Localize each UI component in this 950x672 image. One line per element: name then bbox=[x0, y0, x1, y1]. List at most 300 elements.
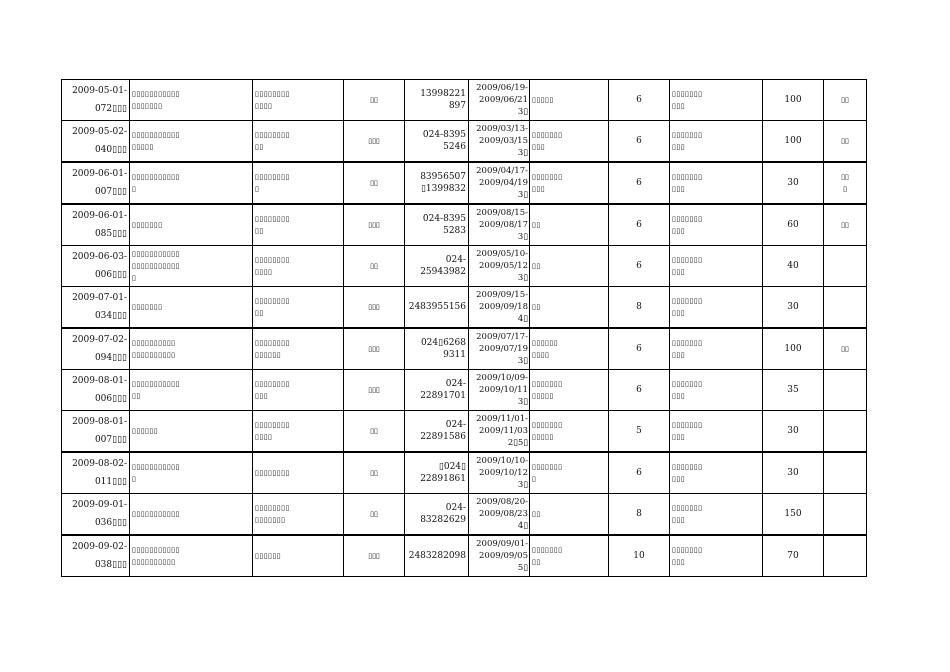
days-count-cell bbox=[609, 370, 670, 411]
date-range-line: 3▯ bbox=[517, 190, 528, 200]
phone-line: 024-8395 bbox=[422, 130, 466, 140]
record-id-line: 011▯▯▯ bbox=[94, 477, 127, 487]
phone-line: 83282629 bbox=[420, 515, 466, 525]
remark-cell bbox=[824, 370, 867, 411]
contact-person-cell bbox=[344, 80, 405, 121]
days-count-text: 6 bbox=[636, 468, 642, 478]
phone-cell bbox=[405, 452, 469, 494]
venue-unit-line: ▯▯▯▯▯▯▯ bbox=[672, 504, 703, 512]
venue-unit-line: ▯▯▯ bbox=[672, 227, 686, 235]
date-range-line: 2009/10/10- bbox=[476, 456, 528, 466]
table-row bbox=[62, 370, 867, 411]
location-line: ▯▯ bbox=[532, 558, 541, 566]
venue-unit-cell bbox=[670, 328, 763, 370]
course-name-line: ▯▯▯▯▯▯▯ bbox=[132, 303, 163, 311]
contact-person-text: ▯▯ bbox=[370, 179, 378, 187]
location-line: ▯▯▯▯▯▯▯ bbox=[532, 463, 563, 471]
date-range-cell bbox=[469, 328, 530, 370]
venue-unit-line: ▯▯▯ bbox=[672, 102, 686, 110]
contact-person-text: ▯▯▯ bbox=[368, 137, 380, 145]
date-range-line: 2009/11/01- bbox=[476, 414, 528, 424]
organizer-cell bbox=[253, 328, 344, 370]
record-id-line: 094▯▯▯ bbox=[94, 353, 127, 363]
days-count-text: 6 bbox=[636, 178, 642, 188]
course-name-line: ▯▯▯▯▯▯▯ bbox=[132, 102, 163, 110]
table-row bbox=[62, 494, 867, 536]
phone-line: 22891861 bbox=[420, 474, 466, 484]
date-range-cell bbox=[469, 246, 530, 287]
venue-unit-line: ▯▯▯ bbox=[672, 392, 686, 400]
course-name-line: ▯ bbox=[132, 475, 137, 483]
location-line: ▯▯▯▯▯▯▯ bbox=[532, 131, 563, 139]
remark-cell bbox=[824, 452, 867, 494]
phone-line: 25943982 bbox=[420, 267, 466, 277]
organizer-line: ▯▯▯▯▯▯▯▯ bbox=[255, 380, 290, 388]
record-id-line: 085▯▯▯ bbox=[94, 229, 127, 239]
location-line: ▯▯▯▯▯▯▯ bbox=[532, 380, 563, 388]
course-name-cell bbox=[130, 246, 253, 287]
phone-line: 024- bbox=[445, 420, 466, 430]
date-range-line: 5▯ bbox=[517, 563, 528, 573]
location-line: ▯▯ bbox=[532, 262, 541, 270]
contact-person-cell bbox=[344, 204, 405, 246]
location-line: ▯▯▯ bbox=[532, 185, 546, 193]
location-cell bbox=[530, 411, 609, 453]
date-range-line: 2009/06/19- bbox=[476, 83, 528, 93]
quota-text: 60 bbox=[787, 220, 799, 230]
quota-text: 100 bbox=[784, 344, 802, 354]
date-range-cell bbox=[469, 452, 530, 494]
location-line: ▯▯▯▯▯▯▯ bbox=[532, 173, 563, 181]
contact-person-text: ▯▯ bbox=[370, 262, 378, 270]
location-cell bbox=[530, 162, 609, 204]
venue-unit-cell bbox=[670, 287, 763, 329]
location-cell bbox=[530, 121, 609, 163]
days-count-text: 10 bbox=[633, 551, 645, 561]
venue-unit-line: ▯▯▯▯▯▯▯ bbox=[672, 131, 703, 139]
venue-unit-line: ▯▯▯ bbox=[672, 433, 686, 441]
course-name-line: ▯▯▯▯▯▯▯▯▯▯▯ bbox=[132, 131, 180, 139]
location-cell bbox=[530, 287, 609, 329]
record-id-cell bbox=[62, 411, 130, 453]
phone-line: ▯1399832 bbox=[420, 184, 466, 194]
course-name-cell bbox=[130, 411, 253, 453]
record-id-line: 034▯▯▯ bbox=[94, 311, 127, 321]
course-name-line: ▯▯▯▯▯▯▯▯▯▯ bbox=[132, 339, 176, 347]
venue-unit-cell bbox=[670, 80, 763, 121]
venue-unit-line: ▯▯▯ bbox=[672, 143, 686, 151]
record-id-cell bbox=[62, 204, 130, 246]
date-range-line: 2009/09/15- bbox=[476, 290, 528, 300]
contact-person-text: ▯▯▯ bbox=[368, 303, 380, 311]
table-row bbox=[62, 287, 867, 329]
contact-person-cell bbox=[344, 494, 405, 536]
table-row bbox=[62, 535, 867, 577]
venue-unit-line: ▯▯▯ bbox=[672, 516, 686, 524]
location-cell bbox=[530, 328, 609, 370]
venue-unit-cell bbox=[670, 535, 763, 577]
venue-unit-line: ▯▯▯▯▯▯▯ bbox=[672, 173, 703, 181]
remark-cell bbox=[824, 535, 867, 577]
contact-person-cell bbox=[344, 328, 405, 370]
venue-unit-line: ▯▯▯ bbox=[672, 268, 686, 276]
date-range-line: 3▯ bbox=[517, 480, 528, 490]
table-row bbox=[62, 328, 867, 370]
date-range-line: 2009/06/21 bbox=[479, 95, 528, 105]
days-count-cell bbox=[609, 452, 670, 494]
quota-text: 100 bbox=[784, 95, 802, 105]
date-range-cell bbox=[469, 494, 530, 536]
course-name-line: ▯▯▯▯▯▯ bbox=[132, 427, 159, 435]
quota-cell bbox=[763, 121, 824, 163]
course-name-cell bbox=[130, 370, 253, 411]
venue-unit-line: ▯▯▯▯▯▯▯ bbox=[672, 463, 703, 471]
table-row bbox=[62, 411, 867, 453]
records-table bbox=[61, 79, 867, 577]
course-name-line: ▯▯▯▯▯▯▯▯▯▯▯ bbox=[132, 262, 180, 270]
record-id-line: 2009-05-01- bbox=[72, 86, 127, 96]
course-name-cell bbox=[130, 287, 253, 329]
phone-line: 22891701 bbox=[420, 391, 466, 401]
organizer-line: ▯▯▯▯ bbox=[255, 102, 273, 110]
date-range-line: 2009/07/19 bbox=[479, 344, 528, 354]
days-count-text: 6 bbox=[636, 220, 642, 230]
quota-text: 150 bbox=[784, 509, 802, 519]
venue-unit-line: ▯▯▯▯▯▯▯ bbox=[672, 421, 703, 429]
organizer-line: ▯▯▯▯ bbox=[255, 268, 273, 276]
remark-text: ▯▯ bbox=[841, 137, 849, 145]
contact-person-cell bbox=[344, 121, 405, 163]
table-row bbox=[62, 80, 867, 121]
record-id-line: 006▯▯▯ bbox=[94, 394, 127, 404]
table-row bbox=[62, 452, 867, 494]
date-range-line: 3▯ bbox=[517, 397, 528, 407]
days-count-text: 6 bbox=[636, 136, 642, 146]
quota-cell bbox=[763, 452, 824, 494]
phone-line: 024- bbox=[445, 255, 466, 265]
date-range-line: 2009/10/11 bbox=[479, 385, 528, 395]
location-line: ▯▯ bbox=[532, 221, 541, 229]
quota-text: 30 bbox=[787, 468, 799, 478]
location-line: ▯▯▯▯▯▯▯ bbox=[532, 546, 563, 554]
organizer-cell bbox=[253, 287, 344, 329]
organizer-line: ▯▯ bbox=[255, 143, 264, 151]
organizer-line: ▯▯▯▯▯▯▯▯ bbox=[255, 131, 290, 139]
date-range-cell bbox=[469, 370, 530, 411]
organizer-cell bbox=[253, 246, 344, 287]
record-id-line: 2009-06-01- bbox=[72, 169, 127, 179]
date-range-cell bbox=[469, 162, 530, 204]
venue-unit-cell bbox=[670, 204, 763, 246]
days-count-cell bbox=[609, 535, 670, 577]
remark-text: ▯▯ ▯ bbox=[841, 173, 849, 193]
days-count-cell bbox=[609, 204, 670, 246]
quota-cell bbox=[763, 370, 824, 411]
course-name-cell bbox=[130, 494, 253, 536]
venue-unit-line: ▯▯▯▯▯▯▯ bbox=[672, 90, 703, 98]
date-range-line: 4▯ bbox=[517, 314, 528, 324]
record-id-line: 072▯▯▯ bbox=[94, 104, 127, 114]
days-count-text: 8 bbox=[636, 302, 642, 312]
date-range-line: 2009/03/13- bbox=[476, 124, 528, 134]
course-name-line: ▯▯▯▯▯▯▯▯▯▯▯ bbox=[132, 250, 180, 258]
contact-person-text: ▯▯ bbox=[370, 96, 378, 104]
remark-cell bbox=[824, 494, 867, 536]
date-range-line: 2009/08/15- bbox=[476, 208, 528, 218]
location-line: ▯▯▯▯ bbox=[532, 351, 550, 359]
phone-line: 024- bbox=[445, 503, 466, 513]
course-name-line: ▯▯▯▯▯▯▯▯▯▯▯ bbox=[132, 463, 180, 471]
contact-person-cell bbox=[344, 411, 405, 453]
contact-person-cell bbox=[344, 287, 405, 329]
record-id-line: 007▯▯▯ bbox=[94, 435, 127, 445]
phone-line: 13998221 bbox=[420, 89, 466, 99]
contact-person-cell bbox=[344, 452, 405, 494]
phone-cell bbox=[405, 246, 469, 287]
date-range-line: 3▯ bbox=[517, 273, 528, 283]
venue-unit-line: ▯▯▯▯▯▯▯ bbox=[672, 297, 703, 305]
venue-unit-line: ▯▯▯ bbox=[672, 309, 686, 317]
days-count-text: 6 bbox=[636, 95, 642, 105]
course-name-line: ▯▯▯▯▯▯▯▯▯▯ bbox=[132, 351, 176, 359]
contact-person-cell bbox=[344, 535, 405, 577]
course-name-line: ▯ bbox=[132, 185, 137, 193]
phone-line: 024-8395 bbox=[422, 214, 466, 224]
phone-cell bbox=[405, 121, 469, 163]
location-line: ▯▯▯▯▯ bbox=[532, 433, 554, 441]
organizer-line: ▯▯▯▯▯▯▯▯ bbox=[255, 421, 290, 429]
date-range-line: 2009/05/10- bbox=[476, 249, 528, 259]
contact-person-text: ▯▯▯ bbox=[368, 552, 380, 560]
phone-line: 024▯6268 bbox=[420, 338, 466, 348]
date-range-line: 3▯ bbox=[517, 107, 528, 117]
remark-cell bbox=[824, 287, 867, 329]
days-count-cell bbox=[609, 246, 670, 287]
location-cell bbox=[530, 452, 609, 494]
venue-unit-line: ▯▯▯▯▯▯▯ bbox=[672, 215, 703, 223]
course-name-cell bbox=[130, 121, 253, 163]
venue-unit-cell bbox=[670, 246, 763, 287]
remark-text: ▯▯ bbox=[841, 345, 849, 353]
date-range-line: 4▯ bbox=[517, 521, 528, 531]
date-range-line: 2▯5▯ bbox=[507, 438, 528, 448]
phone-line: 897 bbox=[448, 101, 466, 111]
course-name-cell bbox=[130, 535, 253, 577]
record-id-cell bbox=[62, 370, 130, 411]
date-range-line: 3▯ bbox=[517, 356, 528, 366]
venue-unit-line: ▯▯▯ bbox=[672, 185, 686, 193]
days-count-text: 8 bbox=[636, 509, 642, 519]
date-range-line: 2009/08/17 bbox=[479, 220, 528, 230]
organizer-line: ▯▯▯▯▯▯▯▯ bbox=[255, 469, 290, 477]
course-name-cell bbox=[130, 328, 253, 370]
record-id-line: 2009-06-01- bbox=[72, 211, 127, 221]
date-range-line: 2009/08/23 bbox=[479, 509, 528, 519]
course-name-cell bbox=[130, 204, 253, 246]
quota-cell bbox=[763, 287, 824, 329]
venue-unit-cell bbox=[670, 121, 763, 163]
venue-unit-cell bbox=[670, 494, 763, 536]
date-range-line: 2009/10/12 bbox=[479, 468, 528, 478]
quota-cell bbox=[763, 535, 824, 577]
quota-text: 30 bbox=[787, 302, 799, 312]
organizer-cell bbox=[253, 452, 344, 494]
location-line: ▯▯▯ bbox=[532, 143, 546, 151]
record-id-line: 006▯▯▯ bbox=[94, 270, 127, 280]
record-id-line: 2009-06-03- bbox=[72, 252, 127, 262]
record-id-cell bbox=[62, 328, 130, 370]
venue-unit-cell bbox=[670, 162, 763, 204]
contact-person-text: ▯▯▯ bbox=[368, 386, 380, 394]
quota-cell bbox=[763, 411, 824, 453]
record-id-cell bbox=[62, 246, 130, 287]
course-name-line: ▯ bbox=[132, 274, 137, 282]
date-range-line: 2009/05/12 bbox=[479, 261, 528, 271]
record-id-line: 038▯▯▯ bbox=[94, 560, 127, 570]
quota-cell bbox=[763, 328, 824, 370]
days-count-cell bbox=[609, 80, 670, 121]
organizer-cell bbox=[253, 80, 344, 121]
phone-line: 2483282098 bbox=[408, 551, 466, 561]
quota-text: 30 bbox=[787, 426, 799, 436]
course-name-cell bbox=[130, 162, 253, 204]
course-name-cell bbox=[130, 452, 253, 494]
venue-unit-cell bbox=[670, 411, 763, 453]
course-name-line: ▯▯▯▯▯▯▯▯▯▯▯ bbox=[132, 173, 180, 181]
days-count-cell bbox=[609, 162, 670, 204]
record-id-cell bbox=[62, 80, 130, 121]
location-cell bbox=[530, 80, 609, 121]
contact-person-cell bbox=[344, 246, 405, 287]
quota-text: 30 bbox=[787, 178, 799, 188]
phone-cell bbox=[405, 287, 469, 329]
organizer-line: ▯▯▯▯▯▯ bbox=[255, 351, 282, 359]
venue-unit-line: ▯▯▯ bbox=[672, 558, 686, 566]
venue-unit-line: ▯▯▯ bbox=[672, 475, 686, 483]
record-id-line: 007▯▯▯ bbox=[94, 187, 127, 197]
date-range-line: 3▯ bbox=[517, 232, 528, 242]
phone-line: ▯024▯ bbox=[438, 462, 466, 472]
quota-text: 100 bbox=[784, 136, 802, 146]
date-range-cell bbox=[469, 411, 530, 453]
days-count-text: 6 bbox=[636, 344, 642, 354]
table-row bbox=[62, 162, 867, 204]
record-id-line: 2009-05-02- bbox=[72, 127, 127, 137]
location-line: ▯ bbox=[532, 475, 537, 483]
phone-line: 22891586 bbox=[420, 432, 466, 442]
table-row bbox=[62, 121, 867, 163]
organizer-cell bbox=[253, 162, 344, 204]
remark-cell bbox=[824, 162, 867, 204]
course-name-line: ▯▯▯▯▯ bbox=[132, 143, 154, 151]
quota-text: 70 bbox=[787, 551, 799, 561]
remark-text: ▯▯ bbox=[841, 96, 849, 104]
phone-cell bbox=[405, 328, 469, 370]
organizer-line: ▯▯▯▯▯▯▯▯ bbox=[255, 339, 290, 347]
location-line: ▯▯▯▯▯▯▯ bbox=[532, 421, 563, 429]
remark-cell bbox=[824, 121, 867, 163]
record-id-cell bbox=[62, 287, 130, 329]
course-name-line: ▯▯ bbox=[132, 392, 141, 400]
record-id-cell bbox=[62, 535, 130, 577]
organizer-cell bbox=[253, 494, 344, 536]
organizer-cell bbox=[253, 535, 344, 577]
organizer-line: ▯▯▯▯▯▯▯▯ bbox=[255, 173, 290, 181]
date-range-line: 2009/11/03 bbox=[479, 426, 528, 436]
location-cell bbox=[530, 535, 609, 577]
days-count-cell bbox=[609, 411, 670, 453]
organizer-line: ▯▯▯▯▯▯ bbox=[255, 552, 282, 560]
record-id-line: 2009-08-02- bbox=[72, 459, 127, 469]
phone-cell bbox=[405, 494, 469, 536]
date-range-line: 2009/03/15 bbox=[479, 136, 528, 146]
record-id-line: 2009-08-01- bbox=[72, 417, 127, 427]
remark-cell bbox=[824, 328, 867, 370]
date-range-line: 2009/09/01- bbox=[476, 539, 528, 549]
contact-person-text: ▯▯▯ bbox=[368, 345, 380, 353]
organizer-line: ▯▯▯▯ bbox=[255, 433, 273, 441]
phone-line: 5283 bbox=[443, 226, 466, 236]
location-line: ▯▯▯▯▯▯ bbox=[532, 339, 559, 347]
quota-text: 40 bbox=[787, 261, 799, 271]
location-line: ▯▯ bbox=[532, 510, 541, 518]
date-range-cell bbox=[469, 121, 530, 163]
location-line: ▯▯▯▯▯ bbox=[532, 96, 554, 104]
remark-text: ▯▯ bbox=[841, 221, 849, 229]
date-range-cell bbox=[469, 80, 530, 121]
phone-cell bbox=[405, 411, 469, 453]
record-id-line: 040▯▯▯ bbox=[94, 145, 127, 155]
organizer-line: ▯▯▯▯▯▯▯▯ bbox=[255, 504, 290, 512]
course-name-cell bbox=[130, 80, 253, 121]
phone-cell bbox=[405, 204, 469, 246]
record-id-line: 2009-07-01- bbox=[72, 293, 127, 303]
venue-unit-line: ▯▯▯▯▯▯▯ bbox=[672, 256, 703, 264]
record-id-line: 2009-08-01- bbox=[72, 376, 127, 386]
date-range-line: 2009/10/09- bbox=[476, 373, 528, 383]
organizer-line: ▯▯ bbox=[255, 227, 264, 235]
course-name-line: ▯▯▯▯▯▯▯ bbox=[132, 221, 163, 229]
days-count-text: 6 bbox=[636, 385, 642, 395]
date-range-line: 2009/04/19 bbox=[479, 178, 528, 188]
date-range-line: 2009/09/18 bbox=[479, 302, 528, 312]
days-count-cell bbox=[609, 287, 670, 329]
contact-person-cell bbox=[344, 370, 405, 411]
contact-person-text: ▯▯ bbox=[370, 469, 378, 477]
phone-line: 5246 bbox=[443, 142, 466, 152]
date-range-cell bbox=[469, 287, 530, 329]
organizer-line: ▯▯▯▯▯▯▯ bbox=[255, 516, 286, 524]
table-body bbox=[62, 80, 867, 577]
contact-person-text: ▯▯ bbox=[370, 427, 378, 435]
days-count-cell bbox=[609, 494, 670, 536]
record-id-cell bbox=[62, 121, 130, 163]
organizer-cell bbox=[253, 411, 344, 453]
course-name-line: ▯▯▯▯▯▯▯▯▯▯ bbox=[132, 558, 176, 566]
venue-unit-line: ▯▯▯ bbox=[672, 351, 686, 359]
date-range-line: 2009/08/20- bbox=[476, 497, 528, 507]
date-range-line: 2009/04/17- bbox=[476, 166, 528, 176]
venue-unit-cell bbox=[670, 370, 763, 411]
venue-unit-line: ▯▯▯▯▯▯▯ bbox=[672, 339, 703, 347]
date-range-line: 3▯ bbox=[517, 148, 528, 158]
days-count-cell bbox=[609, 328, 670, 370]
quota-cell bbox=[763, 204, 824, 246]
remark-cell bbox=[824, 411, 867, 453]
quota-cell bbox=[763, 80, 824, 121]
organizer-line: ▯▯▯▯▯▯▯▯ bbox=[255, 90, 290, 98]
organizer-line: ▯▯▯▯▯▯▯▯ bbox=[255, 256, 290, 264]
